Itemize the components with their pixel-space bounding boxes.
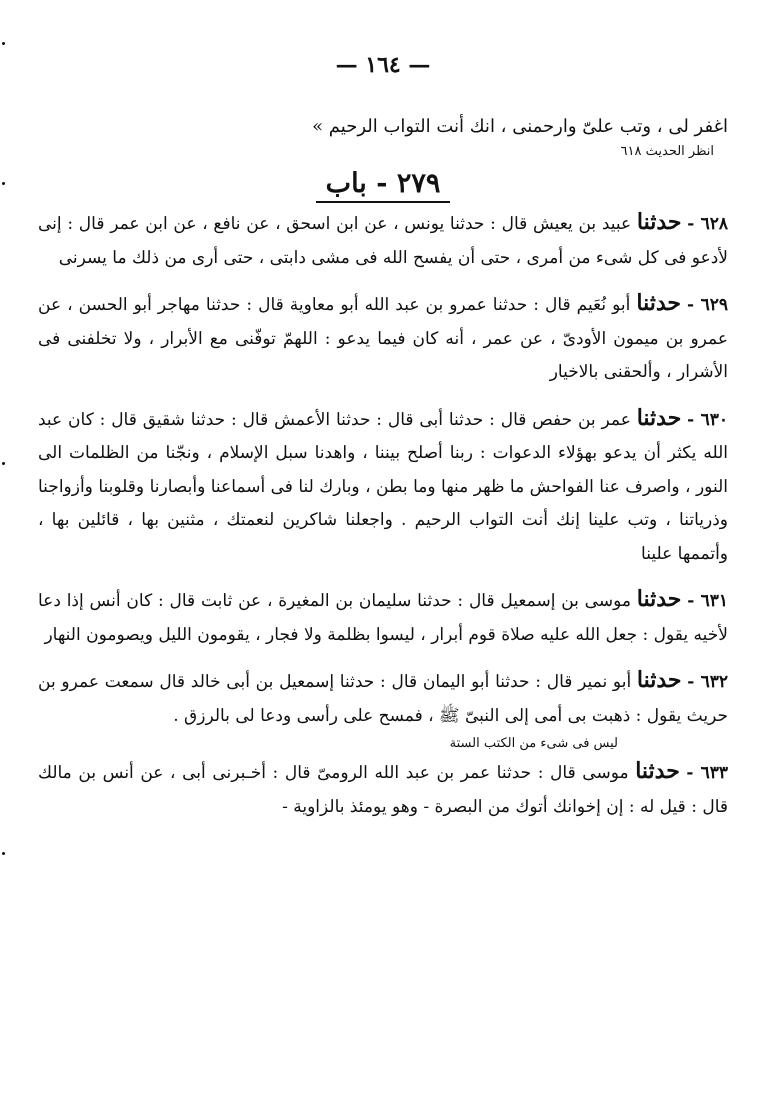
- hadith-631: [38, 583, 728, 652]
- hadith-628: [38, 206, 728, 275]
- narration-word: حدثنا: [636, 209, 682, 235]
- hadith-number: ٦٣٣ -: [686, 763, 728, 783]
- previous-footnote: انظر الحديث ٦١٨: [620, 144, 714, 159]
- scan-speck: [2, 852, 5, 855]
- spacer: [38, 275, 728, 287]
- spacer: [38, 390, 728, 402]
- hadith-number: ٦٢٩ -: [687, 295, 729, 315]
- hadith-632: [38, 664, 728, 733]
- hadith-number: ٦٣٠ -: [687, 409, 728, 430]
- hadith-number: ٦٣٢ -: [687, 672, 728, 692]
- narration-word: حدثنا: [635, 758, 680, 784]
- spacer: [38, 571, 728, 583]
- hadith-text: عبيد بن يعيش قال : حدثنا يونس ، عن ابن اسحق ، عن نافع ، عن ابن عمر قال : إنى لأدعو فى كل شىء من أمرى ، حتى أن يفسح الله فى مشى دابتى ، حتى أرى من ذلك ما يسرنى: [38, 214, 728, 268]
- narration-word: حدثنا: [636, 290, 681, 316]
- hadith-629: [38, 287, 728, 390]
- previous-hadith-tail: اغفر لى ، وتب علىّ وارحمنى ، انك أنت التواب الرحيم »: [312, 116, 728, 137]
- page-number: — ١٦٤ —: [335, 52, 431, 78]
- hadith-number: ٦٣١ -: [687, 591, 728, 611]
- narration-word: حدثنا: [636, 586, 682, 612]
- hadith-text: أبو نمير قال : حدثنا أبو اليمان قال : حدثنا إسمعيل بن أبى خالد قال سمعت عمرو بن حريث يقول : ذهبت بى أمى إلى النبىّ ﷺ ، فمسح على رأسى ودعا لى بالرزق .: [38, 672, 728, 726]
- document-page: [38, 52, 728, 824]
- scan-speck: [2, 42, 5, 45]
- hadith-text: أبو نُعَيم قال : حدثنا عمرو بن عبد الله أبو معاوية قال : حدثنا مهاجر أبو الحسن ، عن عمرو بن ميمون الأودىّ ، عن عمر ، أنه كان فيما يدعو : اللهمّ توفّنى مع الأبرار ، ولا تخلفنى فى الأشرار ، وألحقنى بالاخيار: [38, 295, 728, 382]
- chapter-heading-text: ٢٧٩ - باب: [316, 168, 451, 203]
- source-note: ليس فى شىء من الكتب الستة: [449, 736, 618, 751]
- hadith-text: عمر بن حفص قال : حدثنا أبى قال : حدثنا الأعمش قال : حدثنا شقيق قال : كان عبد الله يكثر أن يدعو بهؤلاء الدعوات : ربنا أصلح بيننا ، واهدنا سبل الإسلام ، ونجّنا من الظلمات الى النور ، واصرف عنا الفواحش ما ظهر منها وما بطن ، وبارك لنا فى أسماعنا وأبصارنا وقلوبنا وأزواجنا وذرياتنا ، وتب علينا إنك أنت التواب الرحيم . واجعلنا شاكرين لنعمتك ، مثنين بها ، قائلين بها ، وأتممها علينا: [38, 409, 728, 564]
- hadith-text: موسى قال : حدثنا عمر بن عبد الله الرومىّ قال : أخـبرنى أبى ، عن أنس بن مالك قال : قيل له : إن إخوانك أتوك من البصرة - وهو يومئذ بالزاوية -: [38, 763, 728, 817]
- scan-speck: [2, 462, 5, 465]
- scan-speck: [2, 182, 5, 185]
- narration-word: حدثنا: [636, 667, 682, 693]
- hadith-633: [38, 755, 728, 824]
- spacer: [38, 652, 728, 664]
- hadith-text: موسى بن إسمعيل قال : حدثنا سليمان بن المغيرة ، عن ثابت قال : كان أنس إذا دعا لأخيه يقول : جعل الله عليه صلاة قوم أبرار ، ليسوا بظلمة ولا فجار ، يقومون الليل ويصومون النهار: [38, 591, 728, 645]
- narration-word: حدثنا: [636, 404, 682, 431]
- hadith-630: [38, 402, 728, 572]
- chapter-heading: [38, 164, 728, 204]
- hadith-number: ٦٢٨ -: [687, 214, 728, 234]
